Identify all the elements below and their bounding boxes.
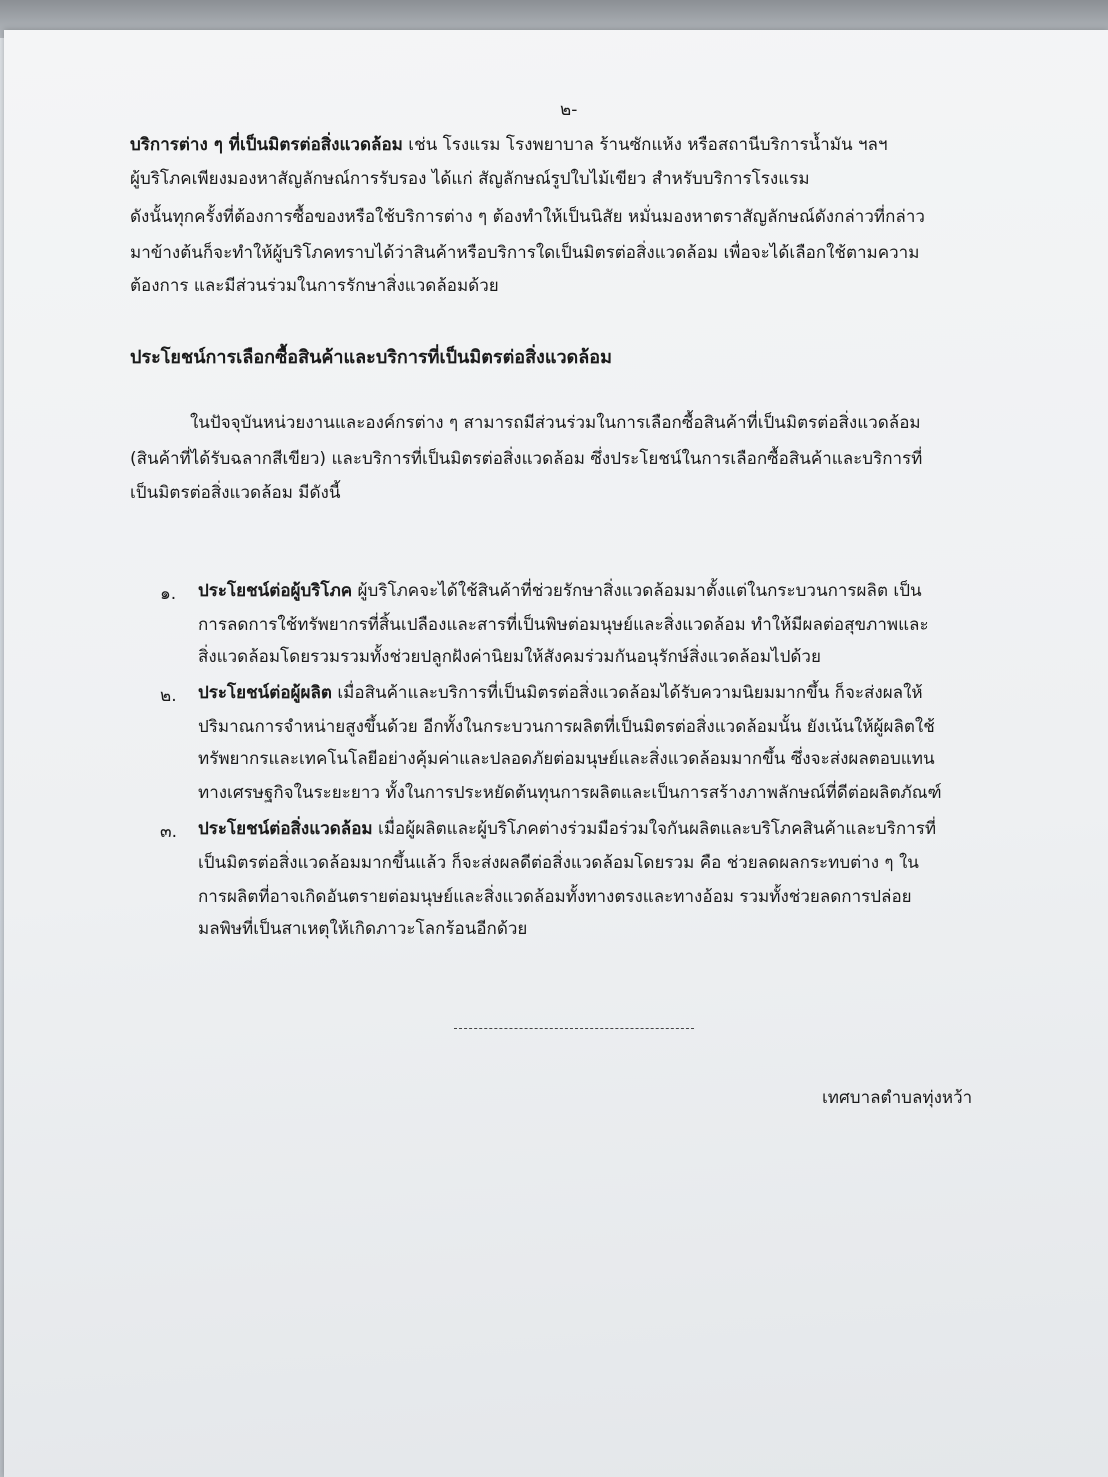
list-item-1-line-2: การลดการใช้ทรัพยากรที่สิ้นเปลืองและสารที่เป็นพิษต่อมนุษย์และสิ่งแวดล้อม ทำให้มีผลต่อสุขภาพและ [198,615,929,635]
list-item-number: ๓. [160,822,178,842]
list-item-2-line-3: ทรัพยากรและเทคโนโลยีอย่างคุ้มค่าและปลอดภัยต่อมนุษย์และสิ่งแวดล้อมมากขึ้น ซึ่งจะส่งผลตอบแทน [198,749,935,769]
section-para-line-1: ในปัจจุบันหน่วยงานและองค์กรต่าง ๆ สามารถมีส่วนร่วมในการเลือกซื้อสินค้าที่เป็นมิตรต่อสิ่งแวดล้อม [190,413,921,433]
intro-line-2: ผู้บริโภคเพียงมองหาสัญลักษณ์การรับรอง ได้แก่ สัญลักษณ์รูปใบไม้เขียว สำหรับบริการโรงแรม [130,169,810,189]
list-item-2-line-4: ทางเศรษฐกิจในระยะยาว ทั้งในการประหยัดต้นทุนการผลิตและเป็นการสร้างภาพลักษณ์ที่ดีต่อผลิตภัณฑ์ [198,783,942,803]
list-item-3-line-2: เป็นมิตรต่อสิ่งแวดล้อมมากขึ้นแล้ว ก็จะส่งผลดีต่อสิ่งแวดล้อมโดยรวม คือ ช่วยลดผลกระทบต่าง ๆ ใน [198,853,919,873]
list-item-text: เมื่อสินค้าและบริการที่เป็นมิตรต่อสิ่งแวดล้อมได้รับความนิยมมากขึ้น ก็จะส่งผลให้ [331,683,923,703]
intro-line-4: มาข้างต้นก็จะทำให้ผู้บริโภคทราบได้ว่าสินค้าหรือบริการใดเป็นมิตรต่อสิ่งแวดล้อม เพื่อจะได้เลือกใช้ตามความ [130,243,920,263]
list-item-number: ๑. [160,584,177,604]
signature-organization: เทศบาลตำบลทุ่งหว้า [822,1088,973,1108]
list-item-text: เมื่อผู้ผลิตและผู้บริโภคต่างร่วมมือร่วมใจกันผลิตและบริโภคสินค้าและบริการที่ [372,819,937,839]
intro-line-3: ดังนั้นทุกครั้งที่ต้องการซื้อของหรือใช้บริการต่าง ๆ ต้องทำให้เป็นนิสัย หมั่นมองหาตราสัญลักษณ์ดังกล่าวที่กล่าว [130,207,925,227]
list-item-title: ประโยชน์ต่อผู้บริโภค [198,581,353,601]
intro-line-1 [130,134,888,156]
list-item-3-line-3: การผลิตที่อาจเกิดอันตรายต่อมนุษย์และสิ่งแวดล้อมทั้งทางตรงและทางอ้อม รวมทั้งช่วยลดการปล่อย [198,887,912,907]
intro-line-5: ต้องการ และมีส่วนร่วมในการรักษาสิ่งแวดล้อมด้วย [130,276,499,296]
section-para-line-2: (สินค้าที่ได้รับฉลากสีเขียว) และบริการที่เป็นมิตรต่อสิ่งแวดล้อม ซึ่งประโยชน์ในการเลือกซื้อสินค้าและบริการที่ [130,449,923,469]
section-para-line-3: เป็นมิตรต่อสิ่งแวดล้อม มีดังนี้ [130,483,341,503]
list-item-1-line-3: สิ่งแวดล้อมโดยรวมรวมทั้งช่วยปลูกฝังค่านิยมให้สังคมร่วมกันอนุรักษ์สิ่งแวดล้อมไปด้วย [198,647,821,667]
list-item-3-line-1 [198,818,936,840]
page-number: ๒- [560,100,578,120]
list-item-text: ผู้บริโภคจะได้ใช้สินค้าที่ช่วยรักษาสิ่งแวดล้อมมาตั้งแต่ในกระบวนการผลิต เป็น [352,581,922,601]
separator-line [454,1028,694,1029]
list-item-number: ๒. [160,686,177,706]
section-heading: ประโยชน์การเลือกซื้อสินค้าและบริการที่เป็นมิตรต่อสิ่งแวดล้อม [130,347,612,368]
intro-line-1-text: เช่น โรงแรม โรงพยาบาล ร้านซักแห้ง หรือสถานีบริการน้ำมัน ฯลฯ [402,135,888,155]
intro-bold-phrase: บริการต่าง ๆ ที่เป็นมิตรต่อสิ่งแวดล้อม [130,135,403,155]
document-page [4,30,1108,1477]
list-item-2-line-1 [198,682,923,704]
list-item-2-line-2: ปริมาณการจำหน่ายสูงขึ้นด้วย อีกทั้งในกระบวนการผลิตที่เป็นมิตรต่อสิ่งแวดล้อมนั้น ยังเน้นให้ผู้ผลิตใช้ [198,717,935,737]
list-item-title: ประโยชน์ต่อสิ่งแวดล้อม [198,819,373,839]
list-item-1-line-1 [198,580,922,602]
list-item-title: ประโยชน์ต่อผู้ผลิต [198,683,332,703]
list-item-3-line-4: มลพิษที่เป็นสาเหตุให้เกิดภาวะโลกร้อนอีกด้วย [198,919,528,939]
